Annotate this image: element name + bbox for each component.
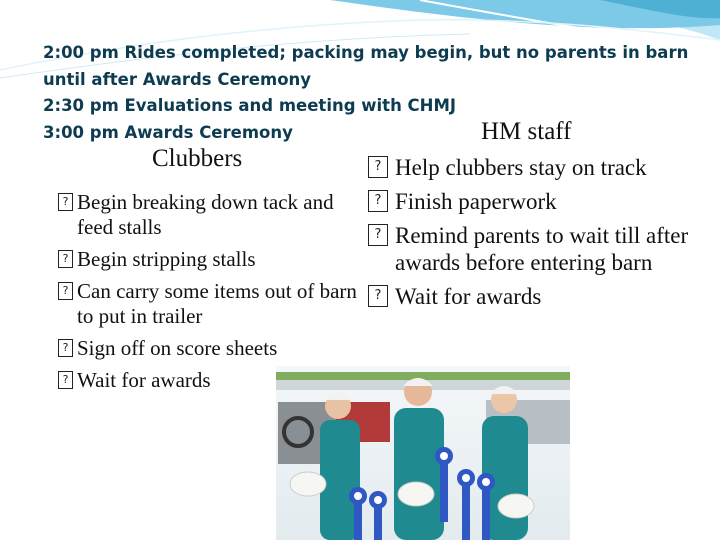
list-item: ? Remind parents to wait till after awards before entering barn — [368, 222, 698, 276]
list-item: ? Wait for awards — [58, 368, 358, 393]
missing-glyph-bullet-icon — [368, 224, 388, 246]
schedule-line: 3:00 pm Awards Ceremony — [43, 122, 293, 142]
missing-glyph-bullet-icon — [58, 339, 73, 357]
missing-glyph-bullet-icon — [368, 285, 388, 307]
schedule-line: 2:00 pm Rides completed; packing may begin, but no parents in barn — [43, 43, 689, 62]
staff-list — [368, 154, 698, 317]
schedule-line: 2:30 pm Evaluations and meeting with CHMJ — [43, 96, 457, 115]
awards-photo — [276, 366, 570, 540]
list-item: ? Help clubbers stay on track — [368, 154, 698, 181]
schedule-line: until after Awards Ceremony — [43, 69, 312, 89]
list-item: ? Sign off on score sheets — [58, 336, 358, 361]
clubbers-heading: Clubbers — [152, 145, 243, 172]
staff-heading: HM staff — [481, 118, 572, 145]
list-item: ? Begin breaking down tack and feed stalls — [58, 190, 358, 240]
schedule-text — [43, 40, 693, 146]
list-item: ? Can carry some items out of barn to put in trailer — [58, 279, 358, 329]
missing-glyph-bullet-icon — [58, 193, 73, 211]
list-item: ? Wait for awards — [368, 283, 698, 310]
list-item: ? Begin stripping stalls — [58, 247, 358, 272]
list-item: ? Finish paperwork — [368, 188, 698, 215]
missing-glyph-bullet-icon — [58, 371, 73, 389]
missing-glyph-bullet-icon — [58, 250, 73, 268]
missing-glyph-bullet-icon — [368, 156, 388, 178]
missing-glyph-bullet-icon — [368, 190, 388, 212]
missing-glyph-bullet-icon — [58, 282, 73, 300]
